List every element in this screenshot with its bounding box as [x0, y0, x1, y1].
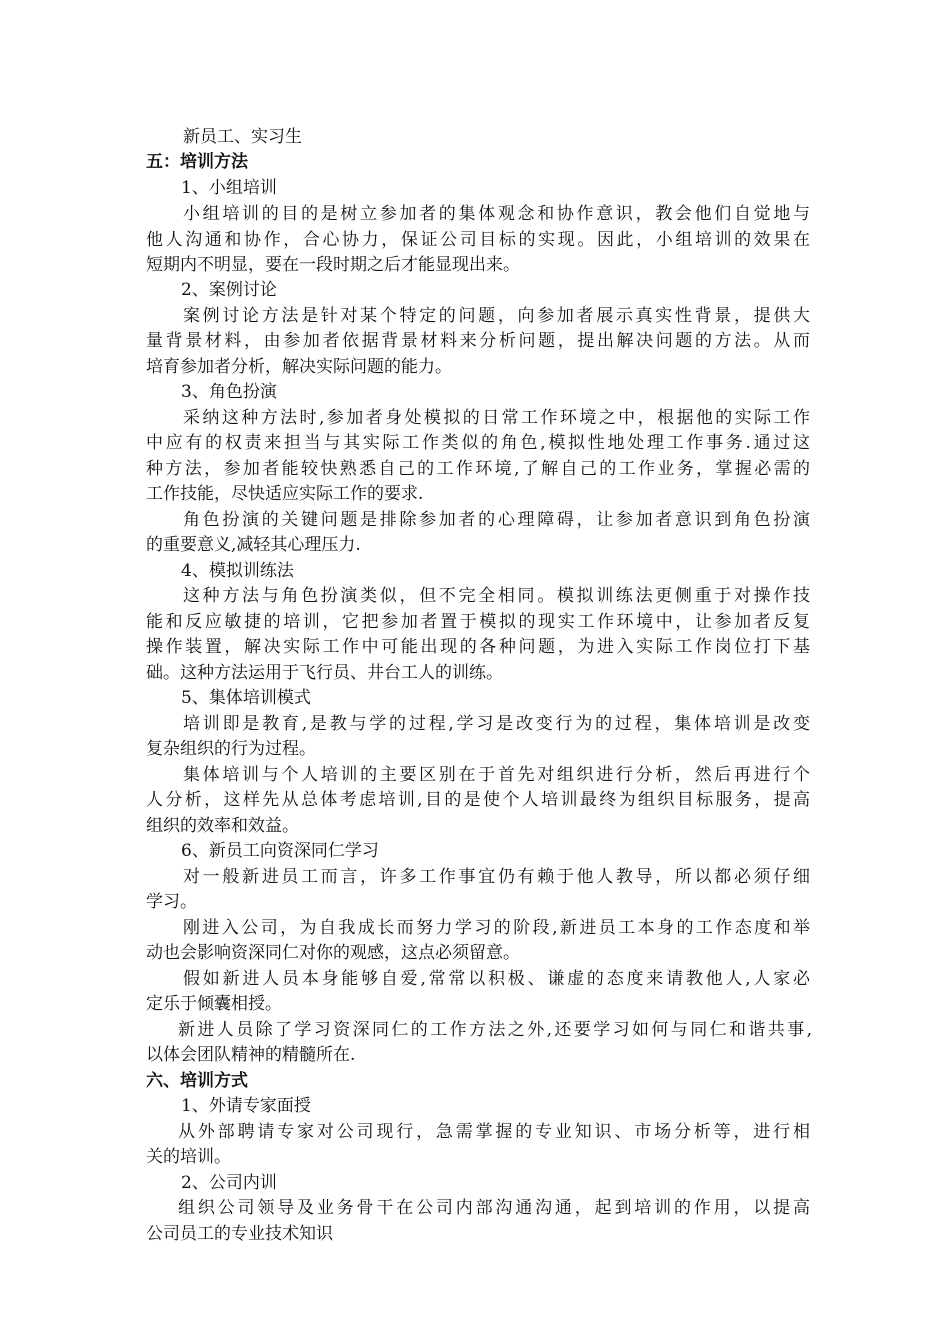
paragraph-line: 假如新进人员本身能够自爱,常常以积极、谦虚的态度来请教他人,人家必: [183, 969, 810, 989]
paragraph-line: 短期内不明显，要在一段时期之后才能显现出来。: [146, 255, 520, 275]
paragraph-line: 的重要意义,减轻其心理压力.: [146, 535, 361, 555]
paragraph-line: 操作装置，解决实际工作中可能出现的各种问题，为进入实际工作岗位打下基: [146, 637, 810, 657]
subheading: 5、集体培训模式: [181, 688, 311, 708]
subheading: 1、外请专家面授: [181, 1096, 311, 1116]
paragraph-line: 他人沟通和协作，合心协力，保证公司目标的实现。因此，小组培训的效果在: [146, 230, 810, 250]
subheading: 2、案例讨论: [181, 280, 277, 300]
paragraph-line: 能和反应敏捷的培训，它把参加者置于模拟的现实工作环境中，让参加者反复: [146, 612, 810, 632]
paragraph-line: 这种方法与角色扮演类似，但不完全相同。模拟训练法更侧重于对操作技: [183, 586, 810, 606]
paragraph-line: 复杂组织的行为过程。: [146, 739, 316, 759]
paragraph-line: 刚进入公司，为自我成长而努力学习的阶段,新进员工本身的工作态度和举: [183, 918, 810, 938]
paragraph-line: 种方法，参加者能较快熟悉自己的工作环境,了解自己的工作业务，掌握必需的: [146, 459, 810, 479]
section-heading: 五：培训方法: [146, 152, 248, 172]
subheading: 2、公司内训: [181, 1173, 277, 1193]
paragraph-line: 集体培训与个人培训的主要区别在于首先对组织进行分析，然后再进行个: [183, 765, 810, 785]
paragraph-line: 培训即是教育,是教与学的过程,学习是改变行为的过程，集体培训是改变: [183, 714, 810, 734]
paragraph-line: 案例讨论方法是针对某个特定的问题，向参加者展示真实性背景，提供大: [183, 306, 810, 326]
section-heading: 六、培训方式: [146, 1071, 248, 1091]
paragraph-line: 组织的效率和效益。: [146, 816, 299, 836]
paragraph-line: 工作技能，尽快适应实际工作的要求.: [146, 484, 424, 504]
paragraph-line: 定乐于倾囊相授。: [146, 994, 282, 1014]
paragraph-line: 组织公司领导及业务骨干在公司内部沟通沟通，起到培训的作用，以提高: [178, 1198, 810, 1218]
subheading: 4、模拟训练法: [181, 561, 294, 581]
paragraph-line: 学习。: [146, 892, 197, 912]
text-line: 新员工、实习生: [183, 127, 302, 147]
paragraph-line: 角色扮演的关键问题是排除参加者的心理障碍，让参加者意识到角色扮演: [183, 510, 810, 530]
subheading: 3、角色扮演: [181, 382, 277, 402]
paragraph-line: 采纳这种方法时,参加者身处模拟的日常工作环境之中，根据他的实际工作: [183, 408, 810, 428]
paragraph-line: 公司员工的专业技术知识: [146, 1224, 333, 1244]
paragraph-line: 量背景材料，由参加者依据背景材料来分析问题，提出解决问题的方法。从而: [146, 331, 810, 351]
paragraph-line: 培育参加者分析，解决实际问题的能力。: [146, 357, 452, 377]
paragraph-line: 中应有的权责来担当与其实际工作类似的角色,模拟性地处理工作事务.通过这: [146, 433, 810, 453]
paragraph-line: 人分析，这样先从总体考虑培训,目的是使个人培训最终为组织目标服务，提高: [146, 790, 810, 810]
paragraph-line: 对一般新进员工而言，许多工作事宜仍有赖于他人教导，所以都必须仔细: [183, 867, 810, 887]
paragraph-line: 新进人员除了学习资深同仁的工作方法之外,还要学习如何与同仁和谐共事,: [178, 1020, 812, 1040]
paragraph-line: 动也会影响资深同仁对你的观感，这点必须留意。: [146, 943, 520, 963]
paragraph-line: 础。这种方法运用于飞行员、井台工人的训练。: [146, 663, 503, 683]
paragraph-line: 小组培训的目的是树立参加者的集体观念和协作意识，教会他们自觉地与: [183, 204, 810, 224]
subheading: 1、小组培训: [181, 178, 277, 198]
paragraph-line: 关的培训。: [146, 1147, 231, 1167]
subheading: 6、新员工向资深同仁学习: [181, 841, 379, 861]
paragraph-line: 以体会团队精神的精髓所在.: [146, 1045, 356, 1065]
paragraph-line: 从外部聘请专家对公司现行，急需掌握的专业知识、市场分析等，进行相: [178, 1122, 810, 1142]
